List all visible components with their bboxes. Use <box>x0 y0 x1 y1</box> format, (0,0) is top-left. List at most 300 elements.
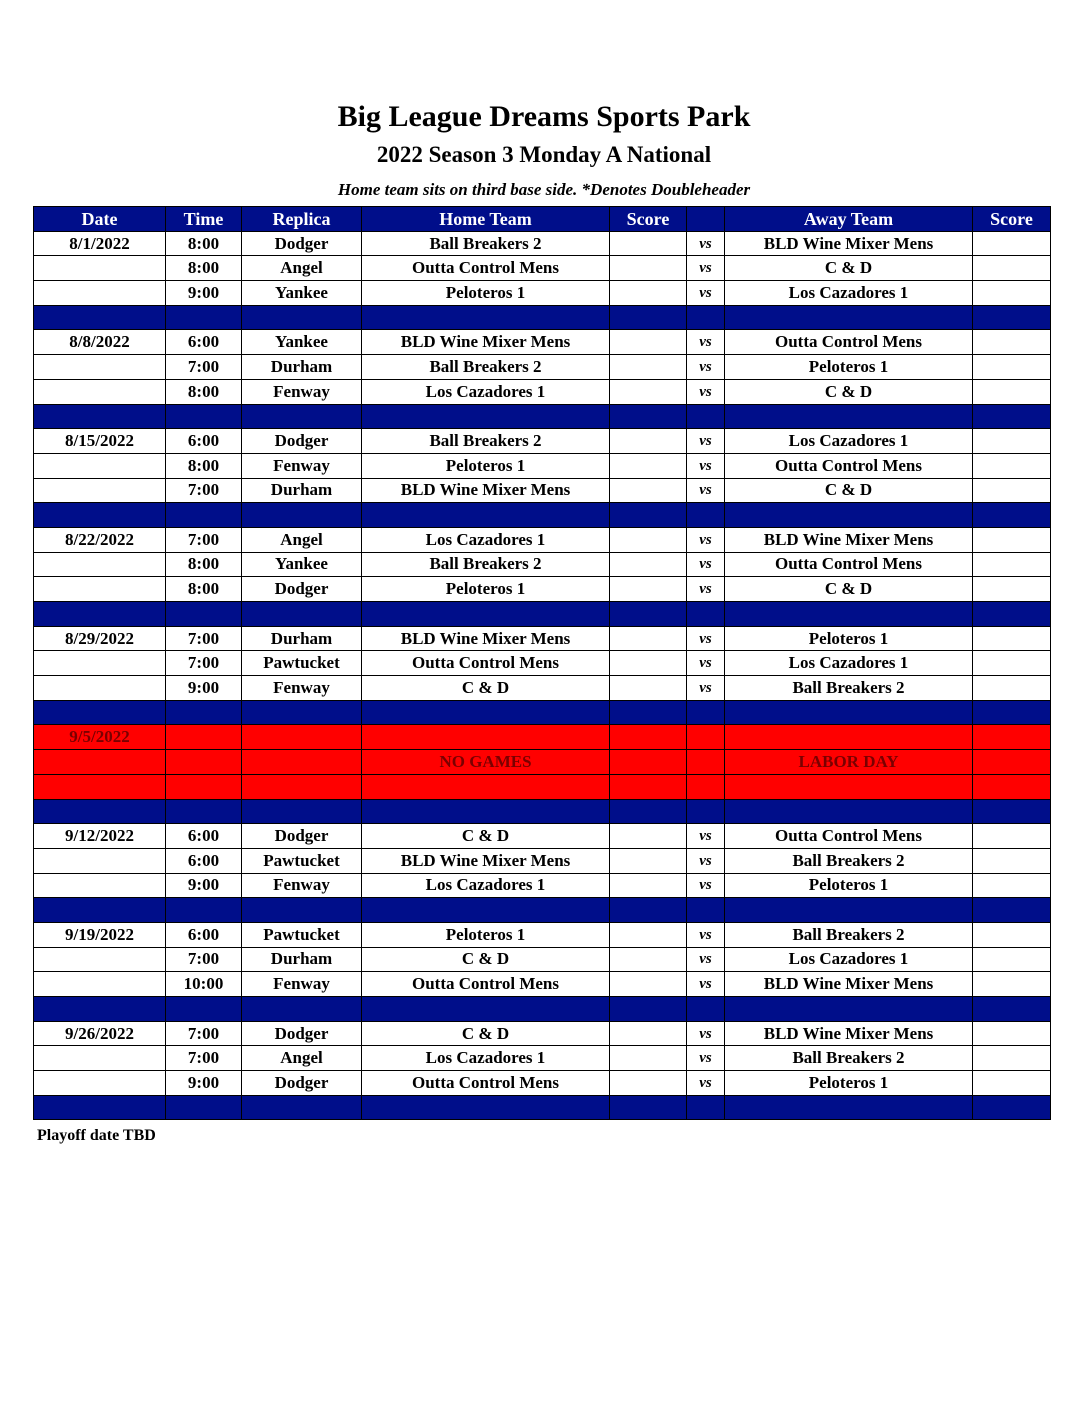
separator-cell <box>242 404 362 429</box>
home-team-cell: C & D <box>362 676 610 701</box>
replica-cell: Dodger <box>242 577 362 602</box>
game-row <box>34 231 1051 256</box>
home-team-cell: Los Cazadores 1 <box>362 527 610 552</box>
date-cell: 8/29/2022 <box>34 626 166 651</box>
vs-cell <box>687 750 725 775</box>
date-cell: 9/5/2022 <box>34 725 166 750</box>
separator-cell <box>34 602 166 627</box>
replica-cell: Durham <box>242 355 362 380</box>
week-separator-row <box>34 305 1051 330</box>
away-team-cell: Los Cazadores 1 <box>725 651 973 676</box>
home-score-cell <box>610 330 687 355</box>
home-score-cell <box>610 429 687 454</box>
replica-cell: Fenway <box>242 676 362 701</box>
time-cell <box>166 750 242 775</box>
game-row <box>34 577 1051 602</box>
separator-cell <box>687 602 725 627</box>
date-cell <box>34 774 166 799</box>
time-cell: 7:00 <box>166 478 242 503</box>
separator-cell <box>725 1095 973 1120</box>
away-score-cell <box>973 848 1051 873</box>
date-cell: 8/15/2022 <box>34 429 166 454</box>
separator-cell <box>166 305 242 330</box>
playoff-note: Playoff date TBD <box>37 1127 156 1144</box>
separator-cell <box>687 898 725 923</box>
replica-cell: Angel <box>242 256 362 281</box>
vs-cell: vs <box>687 676 725 701</box>
week-separator-row <box>34 1095 1051 1120</box>
separator-cell <box>34 503 166 528</box>
date-cell <box>34 750 166 775</box>
away-score-cell <box>973 330 1051 355</box>
away-score-cell <box>973 281 1051 306</box>
separator-cell <box>725 799 973 824</box>
away-score-cell <box>973 1021 1051 1046</box>
replica-cell: Fenway <box>242 453 362 478</box>
game-row <box>34 478 1051 503</box>
away-score-cell <box>973 750 1051 775</box>
replica-cell: Pawtucket <box>242 848 362 873</box>
away-score-cell <box>973 824 1051 849</box>
vs-cell: vs <box>687 355 725 380</box>
home-score-cell <box>610 355 687 380</box>
away-score-cell <box>973 355 1051 380</box>
date-cell <box>34 972 166 997</box>
game-row <box>34 330 1051 355</box>
time-cell: 8:00 <box>166 379 242 404</box>
week-separator-row <box>34 700 1051 725</box>
vs-cell: vs <box>687 972 725 997</box>
col-replica-header: Replica <box>242 207 362 232</box>
home-score-cell <box>610 478 687 503</box>
away-team-cell: Outta Control Mens <box>725 824 973 849</box>
away-team-cell: Outta Control Mens <box>725 453 973 478</box>
replica-cell: Yankee <box>242 552 362 577</box>
away-team-cell: C & D <box>725 577 973 602</box>
away-score-cell <box>973 231 1051 256</box>
time-cell: 10:00 <box>166 972 242 997</box>
away-team-cell: Outta Control Mens <box>725 552 973 577</box>
home-team-cell: Peloteros 1 <box>362 922 610 947</box>
away-score-cell <box>973 256 1051 281</box>
time-cell: 6:00 <box>166 330 242 355</box>
week-separator-row <box>34 503 1051 528</box>
home-team-cell <box>362 774 610 799</box>
vs-cell: vs <box>687 527 725 552</box>
time-cell: 7:00 <box>166 626 242 651</box>
away-score-cell <box>973 429 1051 454</box>
separator-cell <box>687 1095 725 1120</box>
separator-cell <box>687 799 725 824</box>
date-cell <box>34 256 166 281</box>
time-cell: 6:00 <box>166 922 242 947</box>
holiday-row <box>34 750 1051 775</box>
date-cell: 9/19/2022 <box>34 922 166 947</box>
separator-cell <box>166 503 242 528</box>
separator-cell <box>725 305 973 330</box>
game-row <box>34 848 1051 873</box>
separator-cell <box>242 799 362 824</box>
separator-cell <box>166 602 242 627</box>
home-team-cell: Outta Control Mens <box>362 651 610 676</box>
vs-cell: vs <box>687 1071 725 1096</box>
game-row <box>34 651 1051 676</box>
home-score-cell <box>610 1071 687 1096</box>
game-row <box>34 429 1051 454</box>
separator-cell <box>973 602 1051 627</box>
away-score-cell <box>973 922 1051 947</box>
home-team-cell: BLD Wine Mixer Mens <box>362 478 610 503</box>
home-team-cell: Ball Breakers 2 <box>362 355 610 380</box>
time-cell: 6:00 <box>166 824 242 849</box>
separator-cell <box>34 404 166 429</box>
time-cell: 7:00 <box>166 1021 242 1046</box>
separator-cell <box>362 503 610 528</box>
date-cell <box>34 651 166 676</box>
replica-cell: Durham <box>242 478 362 503</box>
game-row <box>34 824 1051 849</box>
replica-cell: Yankee <box>242 281 362 306</box>
vs-cell: vs <box>687 231 725 256</box>
time-cell: 9:00 <box>166 1071 242 1096</box>
home-team-cell: Ball Breakers 2 <box>362 231 610 256</box>
game-row <box>34 256 1051 281</box>
date-cell: 8/8/2022 <box>34 330 166 355</box>
separator-cell <box>34 997 166 1022</box>
replica-cell: Dodger <box>242 1071 362 1096</box>
home-team-cell: NO GAMES <box>362 750 610 775</box>
col-vs-header <box>687 207 725 232</box>
replica-cell <box>242 725 362 750</box>
separator-cell <box>362 700 610 725</box>
date-cell <box>34 848 166 873</box>
replica-cell <box>242 750 362 775</box>
away-team-cell: Peloteros 1 <box>725 626 973 651</box>
time-cell: 9:00 <box>166 281 242 306</box>
date-cell <box>34 947 166 972</box>
date-cell <box>34 379 166 404</box>
header-row <box>34 207 1051 232</box>
separator-cell <box>687 404 725 429</box>
game-row <box>34 626 1051 651</box>
home-team-cell: BLD Wine Mixer Mens <box>362 330 610 355</box>
home-score-cell <box>610 281 687 306</box>
separator-cell <box>610 898 687 923</box>
week-separator-row <box>34 799 1051 824</box>
home-score-cell <box>610 774 687 799</box>
time-cell: 8:00 <box>166 552 242 577</box>
home-score-cell <box>610 651 687 676</box>
separator-cell <box>362 305 610 330</box>
home-team-cell: Los Cazadores 1 <box>362 873 610 898</box>
separator-cell <box>34 1095 166 1120</box>
separator-cell <box>242 997 362 1022</box>
home-team-cell <box>362 725 610 750</box>
vs-cell: vs <box>687 651 725 676</box>
home-score-cell <box>610 379 687 404</box>
home-score-cell <box>610 256 687 281</box>
home-team-cell: Outta Control Mens <box>362 972 610 997</box>
date-cell <box>34 478 166 503</box>
date-cell <box>34 552 166 577</box>
away-score-cell <box>973 873 1051 898</box>
vs-cell: vs <box>687 478 725 503</box>
vs-cell: vs <box>687 281 725 306</box>
vs-cell <box>687 774 725 799</box>
game-row <box>34 527 1051 552</box>
away-score-cell <box>973 947 1051 972</box>
separator-cell <box>610 700 687 725</box>
replica-cell: Durham <box>242 626 362 651</box>
time-cell: 8:00 <box>166 453 242 478</box>
away-score-cell <box>973 478 1051 503</box>
vs-cell <box>687 725 725 750</box>
home-team-cell: C & D <box>362 1021 610 1046</box>
away-score-cell <box>973 1071 1051 1096</box>
game-row <box>34 379 1051 404</box>
separator-cell <box>687 305 725 330</box>
replica-cell: Angel <box>242 1046 362 1071</box>
home-team-cell: Peloteros 1 <box>362 281 610 306</box>
away-score-cell <box>973 577 1051 602</box>
away-score-cell <box>973 626 1051 651</box>
week-separator-row <box>34 404 1051 429</box>
separator-cell <box>973 503 1051 528</box>
replica-cell: Fenway <box>242 972 362 997</box>
holiday-row <box>34 725 1051 750</box>
home-score-cell <box>610 577 687 602</box>
home-team-cell: BLD Wine Mixer Mens <box>362 626 610 651</box>
away-score-cell <box>973 379 1051 404</box>
separator-cell <box>973 799 1051 824</box>
separator-cell <box>34 700 166 725</box>
game-row <box>34 355 1051 380</box>
home-team-cell: Los Cazadores 1 <box>362 379 610 404</box>
replica-cell: Pawtucket <box>242 651 362 676</box>
replica-cell: Durham <box>242 947 362 972</box>
game-row <box>34 1046 1051 1071</box>
home-team-cell: BLD Wine Mixer Mens <box>362 848 610 873</box>
game-row <box>34 972 1051 997</box>
col-home-score-header: Score <box>610 207 687 232</box>
away-team-cell: C & D <box>725 379 973 404</box>
game-row <box>34 1021 1051 1046</box>
replica-cell: Angel <box>242 527 362 552</box>
home-score-cell <box>610 922 687 947</box>
col-home-team-header: Home Team <box>362 207 610 232</box>
away-team-cell: Peloteros 1 <box>725 873 973 898</box>
date-cell <box>34 281 166 306</box>
holiday-row <box>34 774 1051 799</box>
away-team-cell: Ball Breakers 2 <box>725 922 973 947</box>
date-cell <box>34 577 166 602</box>
away-team-cell: BLD Wine Mixer Mens <box>725 527 973 552</box>
time-cell <box>166 774 242 799</box>
separator-cell <box>973 700 1051 725</box>
separator-cell <box>166 799 242 824</box>
game-row <box>34 922 1051 947</box>
time-cell: 7:00 <box>166 527 242 552</box>
separator-cell <box>725 700 973 725</box>
separator-cell <box>610 404 687 429</box>
home-score-cell <box>610 873 687 898</box>
time-cell: 8:00 <box>166 256 242 281</box>
col-date-header: Date <box>34 207 166 232</box>
vs-cell: vs <box>687 922 725 947</box>
separator-cell <box>34 898 166 923</box>
date-cell <box>34 1071 166 1096</box>
separator-cell <box>610 305 687 330</box>
separator-cell <box>242 1095 362 1120</box>
vs-cell: vs <box>687 1021 725 1046</box>
away-score-cell <box>973 651 1051 676</box>
replica-cell: Dodger <box>242 824 362 849</box>
away-score-cell <box>973 527 1051 552</box>
col-away-team-header: Away Team <box>725 207 973 232</box>
date-cell: 9/12/2022 <box>34 824 166 849</box>
separator-cell <box>610 799 687 824</box>
separator-cell <box>34 799 166 824</box>
away-score-cell <box>973 676 1051 701</box>
away-team-cell: Outta Control Mens <box>725 330 973 355</box>
separator-cell <box>725 602 973 627</box>
separator-cell <box>362 997 610 1022</box>
time-cell: 8:00 <box>166 577 242 602</box>
game-row <box>34 947 1051 972</box>
away-team-cell: BLD Wine Mixer Mens <box>725 972 973 997</box>
date-cell: 8/22/2022 <box>34 527 166 552</box>
vs-cell: vs <box>687 824 725 849</box>
separator-cell <box>725 898 973 923</box>
away-score-cell <box>973 552 1051 577</box>
away-team-cell: Ball Breakers 2 <box>725 676 973 701</box>
time-cell: 7:00 <box>166 1046 242 1071</box>
vs-cell: vs <box>687 947 725 972</box>
away-score-cell <box>973 453 1051 478</box>
vs-cell: vs <box>687 848 725 873</box>
away-score-cell <box>973 774 1051 799</box>
vs-cell: vs <box>687 577 725 602</box>
away-score-cell <box>973 725 1051 750</box>
replica-cell: Fenway <box>242 379 362 404</box>
away-team-cell: C & D <box>725 256 973 281</box>
away-team-cell: Ball Breakers 2 <box>725 1046 973 1071</box>
vs-cell: vs <box>687 453 725 478</box>
separator-cell <box>166 404 242 429</box>
home-score-cell <box>610 453 687 478</box>
away-team-cell: Los Cazadores 1 <box>725 281 973 306</box>
vs-cell: vs <box>687 429 725 454</box>
time-cell: 7:00 <box>166 355 242 380</box>
separator-cell <box>362 602 610 627</box>
separator-cell <box>362 404 610 429</box>
separator-cell <box>610 503 687 528</box>
game-row <box>34 552 1051 577</box>
home-score-cell <box>610 527 687 552</box>
separator-cell <box>166 997 242 1022</box>
separator-cell <box>166 898 242 923</box>
away-team-cell: LABOR DAY <box>725 750 973 775</box>
home-team-cell: C & D <box>362 824 610 849</box>
separator-cell <box>610 1095 687 1120</box>
home-team-cell: Peloteros 1 <box>362 453 610 478</box>
vs-cell: vs <box>687 256 725 281</box>
page-subtitle: 2022 Season 3 Monday A National <box>376 142 712 167</box>
separator-cell <box>973 305 1051 330</box>
date-cell: 9/26/2022 <box>34 1021 166 1046</box>
schedule-note: Home team sits on third base side. *Denotes Doubleheader <box>337 180 751 199</box>
away-team-cell: Peloteros 1 <box>725 1071 973 1096</box>
vs-cell: vs <box>687 379 725 404</box>
separator-cell <box>973 404 1051 429</box>
col-time-header: Time <box>166 207 242 232</box>
time-cell <box>166 725 242 750</box>
separator-cell <box>725 997 973 1022</box>
game-row <box>34 281 1051 306</box>
separator-cell <box>362 799 610 824</box>
game-row <box>34 873 1051 898</box>
time-cell: 9:00 <box>166 873 242 898</box>
time-cell: 8:00 <box>166 231 242 256</box>
home-team-cell: Peloteros 1 <box>362 577 610 602</box>
separator-cell <box>973 997 1051 1022</box>
separator-cell <box>166 700 242 725</box>
home-score-cell <box>610 972 687 997</box>
separator-cell <box>687 997 725 1022</box>
away-score-cell <box>973 1046 1051 1071</box>
week-separator-row <box>34 602 1051 627</box>
separator-cell <box>362 898 610 923</box>
col-away-score-header: Score <box>973 207 1051 232</box>
replica-cell: Fenway <box>242 873 362 898</box>
separator-cell <box>242 503 362 528</box>
separator-cell <box>242 700 362 725</box>
home-score-cell <box>610 824 687 849</box>
away-team-cell: Ball Breakers 2 <box>725 848 973 873</box>
away-team-cell: BLD Wine Mixer Mens <box>725 1021 973 1046</box>
time-cell: 7:00 <box>166 947 242 972</box>
home-team-cell: Los Cazadores 1 <box>362 1046 610 1071</box>
page-title: Big League Dreams Sports Park <box>337 100 751 133</box>
time-cell: 9:00 <box>166 676 242 701</box>
separator-cell <box>34 305 166 330</box>
separator-cell <box>973 898 1051 923</box>
replica-cell: Dodger <box>242 1021 362 1046</box>
vs-cell: vs <box>687 552 725 577</box>
vs-cell: vs <box>687 873 725 898</box>
home-team-cell: Ball Breakers 2 <box>362 429 610 454</box>
separator-cell <box>687 700 725 725</box>
date-cell <box>34 873 166 898</box>
away-team-cell <box>725 774 973 799</box>
time-cell: 6:00 <box>166 429 242 454</box>
replica-cell: Dodger <box>242 429 362 454</box>
home-score-cell <box>610 676 687 701</box>
home-score-cell <box>610 1021 687 1046</box>
vs-cell: vs <box>687 1046 725 1071</box>
vs-cell: vs <box>687 330 725 355</box>
date-cell <box>34 453 166 478</box>
home-score-cell <box>610 725 687 750</box>
away-team-cell: C & D <box>725 478 973 503</box>
away-team-cell: BLD Wine Mixer Mens <box>725 231 973 256</box>
separator-cell <box>362 1095 610 1120</box>
home-score-cell <box>610 750 687 775</box>
home-team-cell: Ball Breakers 2 <box>362 552 610 577</box>
date-cell <box>34 355 166 380</box>
home-score-cell <box>610 626 687 651</box>
replica-cell: Dodger <box>242 231 362 256</box>
